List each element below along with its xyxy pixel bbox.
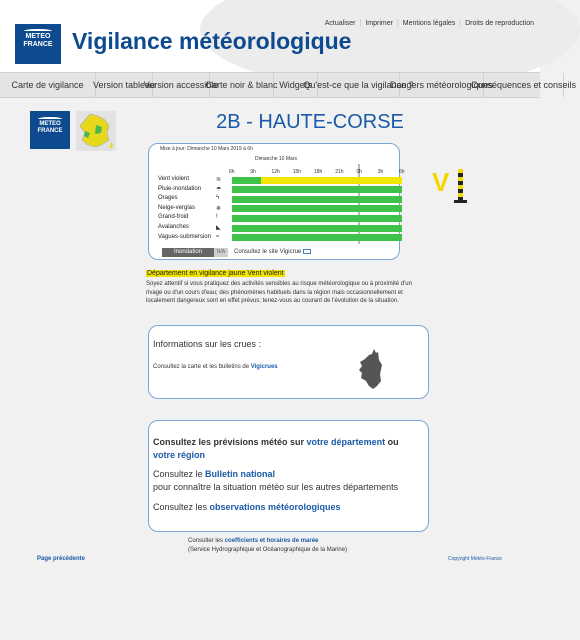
- alert-headline: Département en vigilance jaune Vent violent: [147, 270, 284, 277]
- hour-tick-label: 6h: [229, 169, 235, 175]
- vigilance-bar-segment[interactable]: [232, 205, 402, 212]
- phenomenon-label: Orages: [158, 195, 178, 202]
- crues-box: [148, 325, 429, 399]
- vigilance-bar-segment[interactable]: [261, 177, 402, 184]
- nav-item-qu-est-ce[interactable]: Qu'est-ce que la vigilance ?: [318, 73, 400, 97]
- liens-line1-prefix: Consultez les prévisions météo sur: [153, 437, 307, 447]
- tides-source: (Service Hydrographique et Océanographique de la Marine): [188, 547, 348, 553]
- alert-description: Soyez attentif si vous pratiquez des activités sensibles au risque météorologique ou à proximité d'un rivage ou d'un cours d'eau; des phénomènes habituels dans la région mais occasionnellement et localement dangereux sont en effet prévus; tenez-vous au courant de l'évolution de la situation.: [146, 281, 412, 304]
- vigilance-bar-segment[interactable]: [232, 186, 402, 193]
- nav-item-noir-blanc[interactable]: Carte noir & blanc: [210, 73, 274, 97]
- liens-line-3: [153, 469, 275, 479]
- liens-line-5: [153, 502, 341, 512]
- observations-link[interactable]: observations météorologiques: [209, 502, 341, 512]
- departement-forecast-link[interactable]: votre département: [306, 437, 386, 447]
- nav-item-widgets[interactable]: Widgets: [274, 73, 318, 97]
- vigicrue-link-text: Consultez le site Vigicrue: [234, 249, 302, 256]
- vigilance-bar-segment[interactable]: [232, 196, 402, 203]
- liens-line5-prefix: Consultez les: [153, 502, 210, 512]
- util-link-refresh[interactable]: Actualiser: [324, 20, 356, 27]
- crues-text: Consultez la carte et les bulletins de: [153, 364, 251, 370]
- hour-tick-label: 12h: [271, 169, 280, 175]
- day-label: Dimanche 10 Mars: [255, 156, 297, 162]
- phenomenon-label: Pluie-inondation: [158, 185, 202, 192]
- update-timestamp: Mise à jour: Dimanche 10 Mars 2019 à 6h: [160, 146, 253, 152]
- hour-tick-label: 0h: [356, 169, 363, 175]
- thermometer-icon: ǃ: [216, 214, 218, 221]
- phenomenon-label: Neige-verglas: [158, 204, 196, 211]
- utility-links: [321, 20, 538, 27]
- logo-line2: FRANCE: [37, 128, 63, 134]
- vigilance-bar-segment[interactable]: [232, 234, 402, 241]
- vi-letter-glyph: V: [432, 167, 450, 197]
- storm-icon: ϟ: [216, 195, 220, 202]
- phenomenon-label: Vent violent: [158, 176, 190, 182]
- logo-line1: METEO: [39, 121, 61, 127]
- crues-line: [153, 364, 278, 370]
- vigilance-bar-segment[interactable]: [232, 177, 261, 184]
- util-separator: |: [459, 20, 462, 27]
- liens-line-1: [153, 437, 399, 447]
- bulletin-national-link[interactable]: Bulletin national: [205, 469, 276, 479]
- util-link-legal[interactable]: Mentions légales: [402, 20, 456, 27]
- nav-item-tableau[interactable]: Version tableau: [96, 73, 153, 97]
- corsica-map-icon: [357, 348, 385, 390]
- tides-info: [188, 537, 347, 555]
- legend-na: N/A: [214, 248, 228, 257]
- logo-line1: METEO: [25, 33, 51, 40]
- hour-tick-label: 15h: [292, 169, 302, 175]
- vigilance-bar-segment[interactable]: [232, 225, 402, 232]
- logo-line2: FRANCE: [23, 41, 53, 48]
- util-separator: |: [359, 20, 362, 27]
- vigicrue-link[interactable]: [234, 249, 311, 255]
- wind-icon: ≋: [216, 177, 222, 183]
- util-separator: |: [396, 20, 399, 27]
- france-map-thumbnail[interactable]: [76, 111, 116, 151]
- phenomenon-label: Grand-froid: [158, 214, 189, 221]
- tides-link[interactable]: coefficients et horaires de marée: [224, 538, 319, 544]
- liens-line3-prefix: Consultez le: [153, 469, 206, 479]
- nav-item-consequences[interactable]: Conséquences et conseils: [484, 73, 564, 97]
- copyright-link[interactable]: Copyright Météo-France: [448, 556, 502, 562]
- hour-tick-label: 6h: [399, 169, 405, 175]
- site-title: Vigilance météorologique: [72, 28, 352, 54]
- phenomenon-label: Avalanches: [158, 224, 189, 230]
- tides-prefix: Consulter les: [188, 538, 225, 544]
- crues-title: Informations sur les crues :: [153, 339, 262, 349]
- france-map-icon: [76, 111, 116, 151]
- meteo-france-logo-small[interactable]: [30, 111, 70, 149]
- tides-line-1: [188, 537, 347, 546]
- vi-base-glyph: [454, 200, 467, 203]
- util-link-print[interactable]: Imprimer: [365, 20, 393, 27]
- wave-icon: ≈: [216, 233, 220, 240]
- previous-page-link[interactable]: Page précédente: [37, 556, 86, 562]
- vigilance-yellow-wind-icon: [432, 169, 472, 203]
- main-nav: [0, 72, 577, 98]
- vi-pole-glyph: [458, 169, 463, 201]
- liens-line1-mid: ou: [385, 437, 399, 447]
- hour-tick-label: 9h: [250, 169, 256, 175]
- region-forecast-link[interactable]: votre région: [153, 450, 206, 460]
- vigicrues-link[interactable]: Vigicrues: [250, 364, 278, 370]
- phenomenon-label: Vagues-submersion: [158, 233, 211, 240]
- liens-line-2: [153, 450, 205, 460]
- department-title: 2B - HAUTE-CORSE: [216, 111, 404, 133]
- hour-tick-label: 3h: [377, 169, 384, 175]
- util-link-rights[interactable]: Droits de reproduction: [465, 20, 534, 27]
- nav-item-dangers[interactable]: Dangers météorologiques: [400, 73, 484, 97]
- external-link-icon: [303, 249, 311, 254]
- nav-item-carte[interactable]: Carte de vigilance: [0, 73, 96, 97]
- vigilance-bar-segment[interactable]: [232, 215, 402, 222]
- hour-tick-label: 21h: [335, 169, 344, 175]
- snow-icon: ❄: [216, 205, 222, 212]
- hour-tick-label: 18h: [314, 169, 323, 175]
- corsica-map[interactable]: [357, 348, 385, 390]
- nav-item-accessible[interactable]: Version accessible: [153, 73, 210, 97]
- legend-inondation: Inondation: [162, 248, 214, 257]
- rain-flood-icon: ☂: [216, 186, 222, 193]
- meteo-france-logo[interactable]: [15, 24, 61, 64]
- liens-line-4: pour connaître la situation météo sur les autres départements: [153, 482, 399, 492]
- avalanche-icon: ◣: [216, 225, 221, 231]
